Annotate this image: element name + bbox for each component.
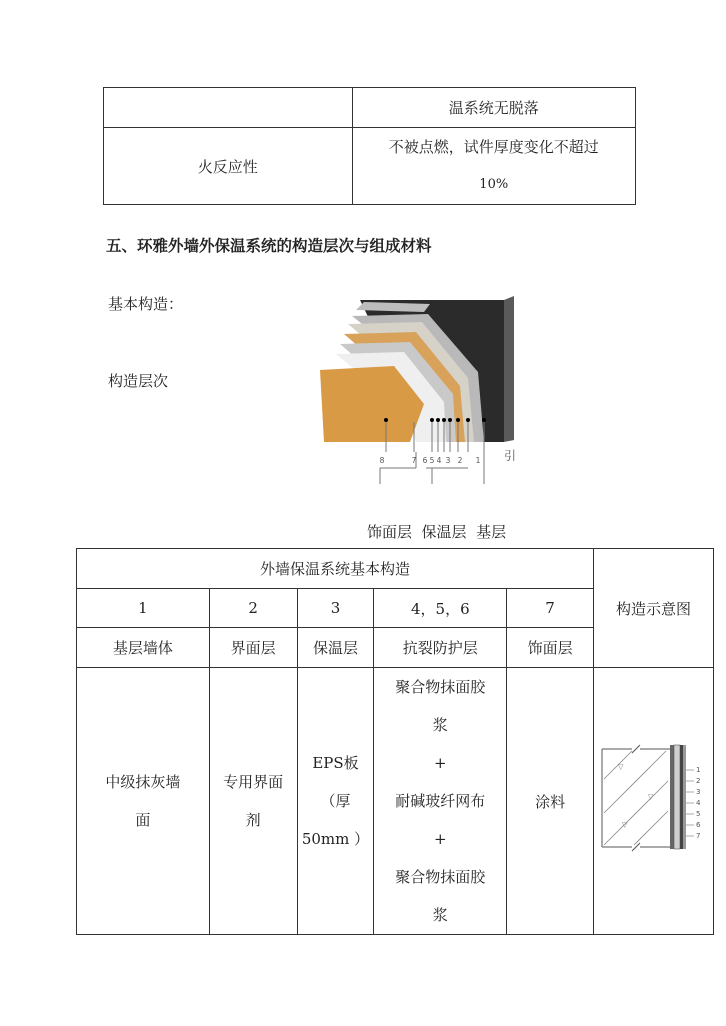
layer-number-cell: 4，5，6	[374, 589, 507, 628]
construction-table	[76, 548, 714, 935]
diagram-label: 6	[696, 821, 701, 829]
material-line: +	[434, 830, 447, 848]
insulation-material-cell	[297, 668, 374, 935]
insulation-strip	[674, 745, 680, 849]
table-row	[77, 668, 714, 935]
base-material-cell	[77, 668, 210, 935]
material-line: 50mm ）	[301, 830, 370, 848]
material-line: +	[434, 754, 447, 772]
material-line: 聚合物抹面胶	[395, 868, 486, 886]
hatch-line	[604, 781, 668, 845]
layer-marker	[466, 418, 470, 422]
fire-reaction-value	[352, 128, 635, 205]
crack-protection-material-cell	[374, 668, 507, 935]
layer-name-cell: 抗裂防护层	[374, 628, 507, 668]
diagram-label: 7	[696, 832, 701, 840]
material-line: 耐碱玻纤网布	[395, 792, 486, 810]
layer-number: 4	[436, 456, 442, 465]
wall-layers-illustration	[318, 292, 518, 490]
table-row	[104, 128, 636, 205]
fire-reaction-label: 火反应性	[104, 128, 353, 205]
table-cell: 温系统无脱落	[352, 88, 635, 128]
material-line: 专用界面	[223, 773, 284, 791]
material-line: 中级抹灰墙	[105, 773, 181, 791]
layer-name-cell: 基层墙体	[77, 628, 210, 668]
layer-number: 1	[475, 456, 481, 465]
layer-marker	[384, 418, 388, 422]
material-line: EPS板	[312, 754, 359, 772]
layer-marker	[448, 418, 452, 422]
layer-name-cell: 保温层	[297, 628, 374, 668]
layer-number-cell: 1	[77, 589, 210, 628]
layer-marker	[436, 418, 440, 422]
interface-material-cell	[209, 668, 297, 935]
base-wall-side	[504, 296, 514, 442]
top-table	[103, 87, 636, 205]
hatch-mark: ▽	[622, 821, 628, 829]
hatch-mark: ▽	[648, 793, 654, 801]
layers-label: 构造层次	[108, 372, 169, 390]
material-line: 剂	[245, 811, 261, 829]
break-mark	[632, 745, 640, 753]
fire-reaction-line1: 不被点燃，试件厚度变化不超过	[388, 138, 599, 156]
layer-number-cell: 7	[507, 589, 594, 628]
diagram-label: 5	[696, 810, 701, 818]
table-cell	[104, 88, 353, 128]
hatch-line	[634, 811, 668, 845]
material-line: 聚合物抹面胶	[395, 678, 486, 696]
layer-marker	[430, 418, 434, 422]
layer-number: 8	[379, 456, 385, 465]
finish-material-cell: 涂料	[507, 668, 594, 935]
mesh-strip	[680, 745, 683, 849]
diagram-cell	[593, 668, 713, 935]
edge-mark: 引	[503, 449, 517, 463]
diagram-label: 2	[696, 777, 701, 785]
layer-number: 6	[422, 456, 428, 465]
layer-number: 2	[457, 456, 463, 465]
layer-name-cell: 饰面层	[507, 628, 594, 668]
layer-number: 5	[429, 456, 435, 465]
layer-number-cell: 2	[209, 589, 297, 628]
layer-marker	[442, 418, 446, 422]
break-mark	[632, 843, 640, 851]
layer-marker	[482, 418, 486, 422]
hatch-line	[604, 751, 666, 813]
material-line: 浆	[432, 906, 448, 924]
layer-marker	[456, 418, 460, 422]
diagram-label: 1	[696, 766, 701, 774]
wall-section-diagram	[598, 739, 708, 859]
layer-name-cell: 界面层	[209, 628, 297, 668]
diagram-header: 构造示意图	[593, 549, 713, 668]
fire-reaction-line2: 10%	[479, 177, 509, 192]
diagram-label: 4	[696, 799, 701, 807]
diagram-label: 3	[696, 788, 701, 796]
figure-caption: 饰面层 保温层 基层	[367, 523, 507, 541]
table-title: 外墙保温系统基本构造	[77, 549, 594, 589]
finish-strip	[683, 745, 686, 849]
section-heading: 五、环雅外墙外保温系统的构造层次与组成材料	[106, 237, 432, 255]
material-line: 浆	[432, 716, 448, 734]
table-row	[77, 549, 714, 589]
material-line: （厚	[320, 792, 351, 810]
material-line: 面	[135, 811, 151, 829]
table-row	[104, 88, 636, 128]
layer-number-cell: 3	[297, 589, 374, 628]
layer-number: 7	[411, 456, 417, 465]
hatch-mark: ▽	[618, 763, 624, 771]
layer-number: 3	[445, 456, 451, 465]
interface-strip	[670, 745, 674, 849]
basic-structure-label: 基本构造：	[108, 295, 184, 313]
